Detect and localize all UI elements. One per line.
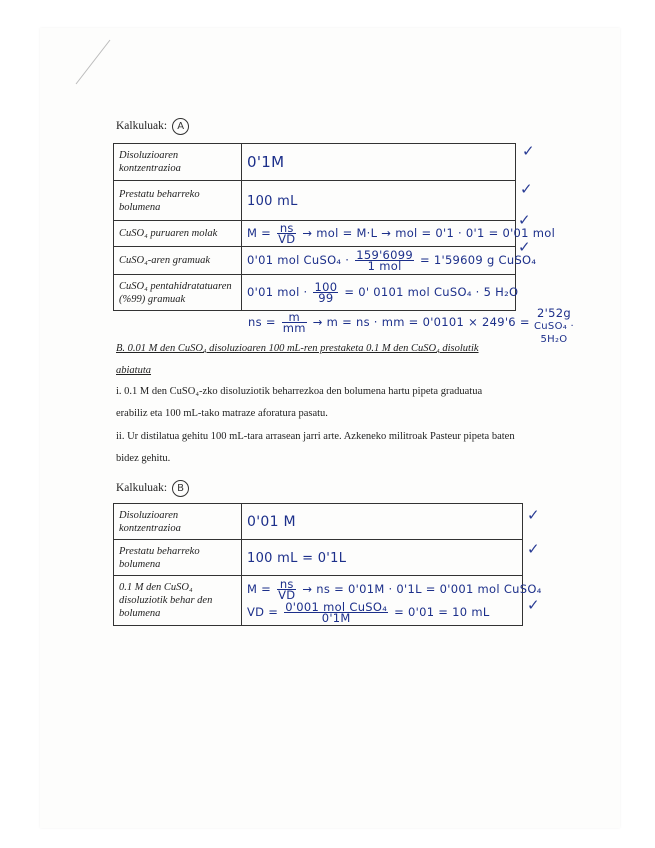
check-mark: ✓ [527,506,540,524]
check-mark: ✓ [527,596,540,614]
check-mark: ✓ [522,142,535,160]
kalkuluak-a: Kalkuluak: A [116,118,189,135]
handwritten-result: 2'52g CuSO₄ · 5H₂O [534,306,575,345]
row-label: Prestatu beharreko bolumena [114,181,242,221]
row-value: 100 mL = 0'1L [247,550,347,566]
handwritten-ns-calc: ns = $\frac{m}{mm}$ → m = ns · mm = 0'0101 × 249'6 = [248,310,530,335]
kalkuluak-b: Kalkuluak: B [116,480,189,497]
check-mark: ✓ [518,238,531,256]
row-value: 0'1M [247,152,285,171]
table-row [114,504,523,540]
check-mark: ✓ [527,540,540,558]
table-row [114,275,516,311]
row-label: Disoluzioaren kontzentrazioa [114,504,242,540]
row-label: 0.1 M den CuSO₄ disoluziotik behar den bolumena [114,576,242,626]
circle-b: B [172,480,189,497]
table-row [114,221,516,247]
row-value-line-2: VD = $\frac{\text{0'001 mol CuSO₄}}{0'1M}$ = 0'01 = 10 mL [247,600,490,625]
step-2: ii. Ur distilatua gehitu 100 mL-tara arrasean jarri arte. Azkeneko militroak Pasteur pipeta baten bidez gehitu. [116,431,515,464]
table-row [114,144,516,181]
row-value: M = $\frac{ns}{VD}$ → mol = M·L → mol = 0'1 · 0'1 = 0'01 mol [247,221,556,246]
table-row [114,181,516,221]
row-value-line-1: M = $\frac{ns}{VD}$ → ns = 0'01M · 0'1L = 0'001 mol CuSO₄ [247,577,542,602]
calc-table-a [113,143,556,311]
check-mark: ✓ [518,211,531,229]
row-label: CuSO₄-aren gramuak [114,247,242,275]
row-value: 0'01 mol · $\frac{100}{99}$ = 0' 0101 mol CuSO₄ · 5 H₂O [247,280,519,305]
table-row [114,540,523,576]
paper-fold-line [70,38,130,98]
calc-table-b [113,503,542,626]
row-value: 100 mL [247,193,298,209]
step-1: i. 0.1 M den CuSO₄-zko disoluziotik beharrezkoa den bolumena hartu pipeta graduatua erabiliz eta 100 mL-tako matraze aforatura pasatu. [116,386,483,419]
table-row [114,576,523,626]
section-b-heading: B. 0.01 M den CuSO₄ disoluzioaren 100 mL-ren prestaketa 0.1 M den CuSO₄ disolutik abiatuta [116,343,479,376]
row-label: CuSO₄ puruaren molak [114,221,242,247]
table-row [114,247,516,275]
row-value: 0'01 mol CuSO₄ · $\frac{159'6099}{\text{1 mol}}$ = 1'59609 g CuSO₄ [247,248,537,273]
row-label: CuSO₄ pentahidratatuaren (%99) gramuak [114,275,242,311]
row-label: Disoluzioaren kontzentrazioa [114,144,242,181]
row-label: Prestatu beharreko bolumena [114,540,242,576]
circle-a: A [172,118,189,135]
check-mark: ✓ [520,180,533,198]
row-value: 0'01 M [247,513,296,530]
